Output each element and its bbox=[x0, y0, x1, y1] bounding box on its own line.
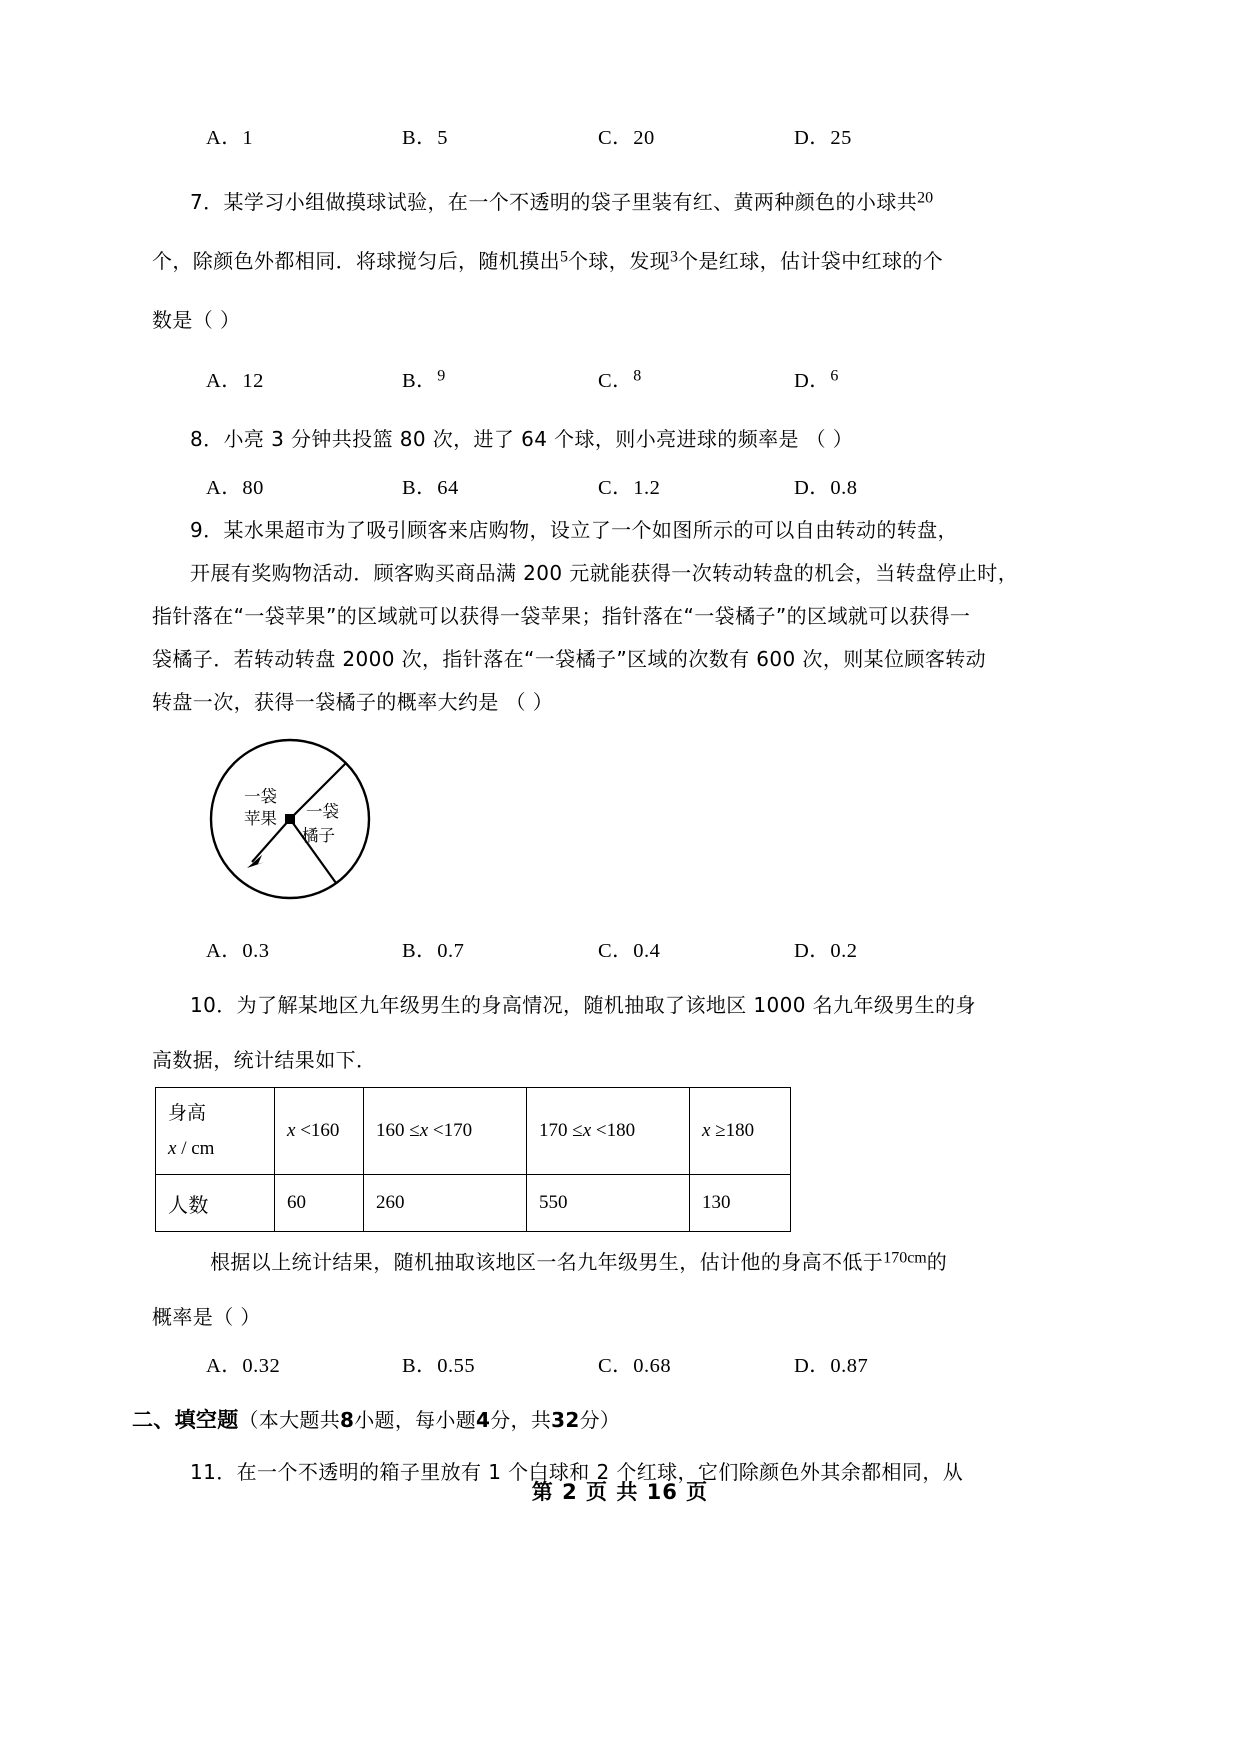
table-header-height bbox=[156, 1088, 275, 1175]
table-cell-count-3: 550 bbox=[527, 1175, 690, 1232]
option-a[interactable]: A．0.3 bbox=[206, 940, 270, 962]
option-a[interactable]: A．80 bbox=[206, 477, 264, 499]
table-cell-count-4: 130 bbox=[690, 1175, 791, 1232]
header-height-unit: x / cm bbox=[168, 1138, 215, 1159]
sector-label-orange-line2: 橘子 bbox=[302, 826, 335, 845]
q9-line-2: 开展有奖购物活动．顾客购买商品满 200 元就能获得一次转动转盘的机会，当转盘停止时， bbox=[190, 561, 1019, 585]
option-b[interactable]: B．0.7 bbox=[402, 940, 465, 962]
q9-option-row bbox=[152, 933, 1082, 963]
option-c[interactable]: C．0.68 bbox=[598, 1355, 672, 1377]
option-d[interactable]: D．25 bbox=[794, 127, 852, 149]
table-row-header bbox=[156, 1088, 791, 1175]
height-stats-table bbox=[155, 1087, 791, 1232]
q10-line-2: 高数据，统计结果如下． bbox=[152, 1048, 377, 1072]
option-a[interactable]: A．12 bbox=[206, 370, 264, 392]
option-c[interactable]: C．1.2 bbox=[598, 477, 661, 499]
option-c[interactable]: C．20 bbox=[598, 127, 655, 149]
option-b[interactable]: B．$^9$ bbox=[402, 367, 446, 392]
section-label: 二、填空题 bbox=[132, 1408, 239, 1432]
q7-red-count: 3 bbox=[670, 248, 678, 266]
header-height-label: 身高 bbox=[168, 1101, 207, 1124]
option-b[interactable]: B．64 bbox=[402, 477, 459, 499]
option-d[interactable]: D．0.87 bbox=[794, 1355, 869, 1377]
q10-option-row bbox=[152, 1348, 1082, 1378]
table-cell-count-2: 260 bbox=[364, 1175, 527, 1232]
spinner-figure bbox=[152, 729, 1082, 911]
q7-drawn-count: 5 bbox=[560, 248, 568, 266]
q7-total-balls: 20 bbox=[917, 189, 934, 207]
q7-line-3: 数是（ ） bbox=[152, 308, 241, 332]
option-a[interactable]: A．1 bbox=[206, 127, 254, 149]
option-d[interactable]: D．0.8 bbox=[794, 477, 858, 499]
table-header-bin-2: 160 ≤x <170 bbox=[364, 1088, 527, 1175]
q6-option-row bbox=[152, 120, 1082, 150]
page-footer: 第 2 页 共 16 页 bbox=[531, 1480, 709, 1504]
table-row-counts bbox=[156, 1175, 791, 1232]
q10-threshold-height: 170cm bbox=[883, 1249, 927, 1267]
q10-after-table-line-1: 根据以上统计结果，随机抽取该地区一名九年级男生，估计他的身高不低于$^{170cm}$的 bbox=[210, 1249, 948, 1274]
q9-line-1: 9．某水果超市为了吸引顾客来店购物，设立了一个如图所示的可以自由转动的转盘， bbox=[190, 518, 958, 542]
option-c[interactable]: C．$^8$ bbox=[598, 367, 642, 392]
q8-option-row bbox=[152, 470, 1082, 500]
table-cell-count-1: 60 bbox=[275, 1175, 364, 1232]
section-heading-fill-in-blank: 二、填空题（本大题共8小题，每小题4分，共32分） bbox=[132, 1408, 621, 1432]
table-header-bin-4: x ≥180 bbox=[690, 1088, 791, 1175]
option-b[interactable]: B．5 bbox=[402, 127, 448, 149]
q7-line-1: 7．某学习小组做摸球试验，在一个不透明的袋子里装有红、黄两种颜色的小球共$^{20}$ bbox=[190, 189, 934, 214]
option-d[interactable]: D．$^6$ bbox=[794, 367, 839, 392]
q9-line-5: 转盘一次，获得一袋橘子的概率大约是 （ ） bbox=[152, 690, 554, 714]
table-header-bin-1: x <160 bbox=[275, 1088, 364, 1175]
q9-line-4: 袋橘子．若转动转盘 2000 次，指针落在“一袋橘子”区域的次数有 600 次，则某位顾客转动 bbox=[152, 647, 987, 671]
height-stats-table-wrap bbox=[152, 1087, 1082, 1232]
q7-option-row bbox=[152, 363, 1082, 393]
table-header-bin-3: 170 ≤x <180 bbox=[527, 1088, 690, 1175]
option-a[interactable]: A．0.32 bbox=[206, 1355, 281, 1377]
q9-line-3: 指针落在“一袋苹果”的区域就可以获得一袋苹果；指针落在“一袋橘子”的区域就可以获得一 bbox=[152, 604, 971, 628]
spinner-wheel-svg bbox=[200, 729, 380, 909]
q7-line-2: 个，除颜色外都相同．将球搅匀后，随机摸出$^5$个球，发现$^3$个是红球，估计袋中红球的个 bbox=[152, 248, 944, 273]
option-d[interactable]: D．0.2 bbox=[794, 940, 858, 962]
sector-label-apple-line1: 一袋 bbox=[244, 787, 277, 806]
sector-label-orange-line1: 一袋 bbox=[306, 802, 339, 821]
q11-text: 11．在一个不透明的箱子里放有 1 个白球和 2 个红球，它们除颜色外其余都相同，从 bbox=[190, 1460, 964, 1484]
q8-text: 8．小亮 3 分钟共投篮 80 次，进了 64 个球，则小亮进球的频率是 （ ） bbox=[190, 427, 854, 451]
sector-label-apple-line2: 苹果 bbox=[244, 809, 277, 828]
page-content bbox=[132, 120, 1082, 1485]
table-header-count: 人数 bbox=[156, 1175, 275, 1232]
q10-after-table-line-2: 概率是（ ） bbox=[152, 1305, 261, 1329]
option-c[interactable]: C．0.4 bbox=[598, 940, 661, 962]
option-b[interactable]: B．0.55 bbox=[402, 1355, 476, 1377]
q10-line-1: 10．为了解某地区九年级男生的身高情况，随机抽取了该地区 1000 名九年级男生的身 bbox=[190, 993, 976, 1017]
spinner-hub-icon bbox=[285, 814, 295, 824]
